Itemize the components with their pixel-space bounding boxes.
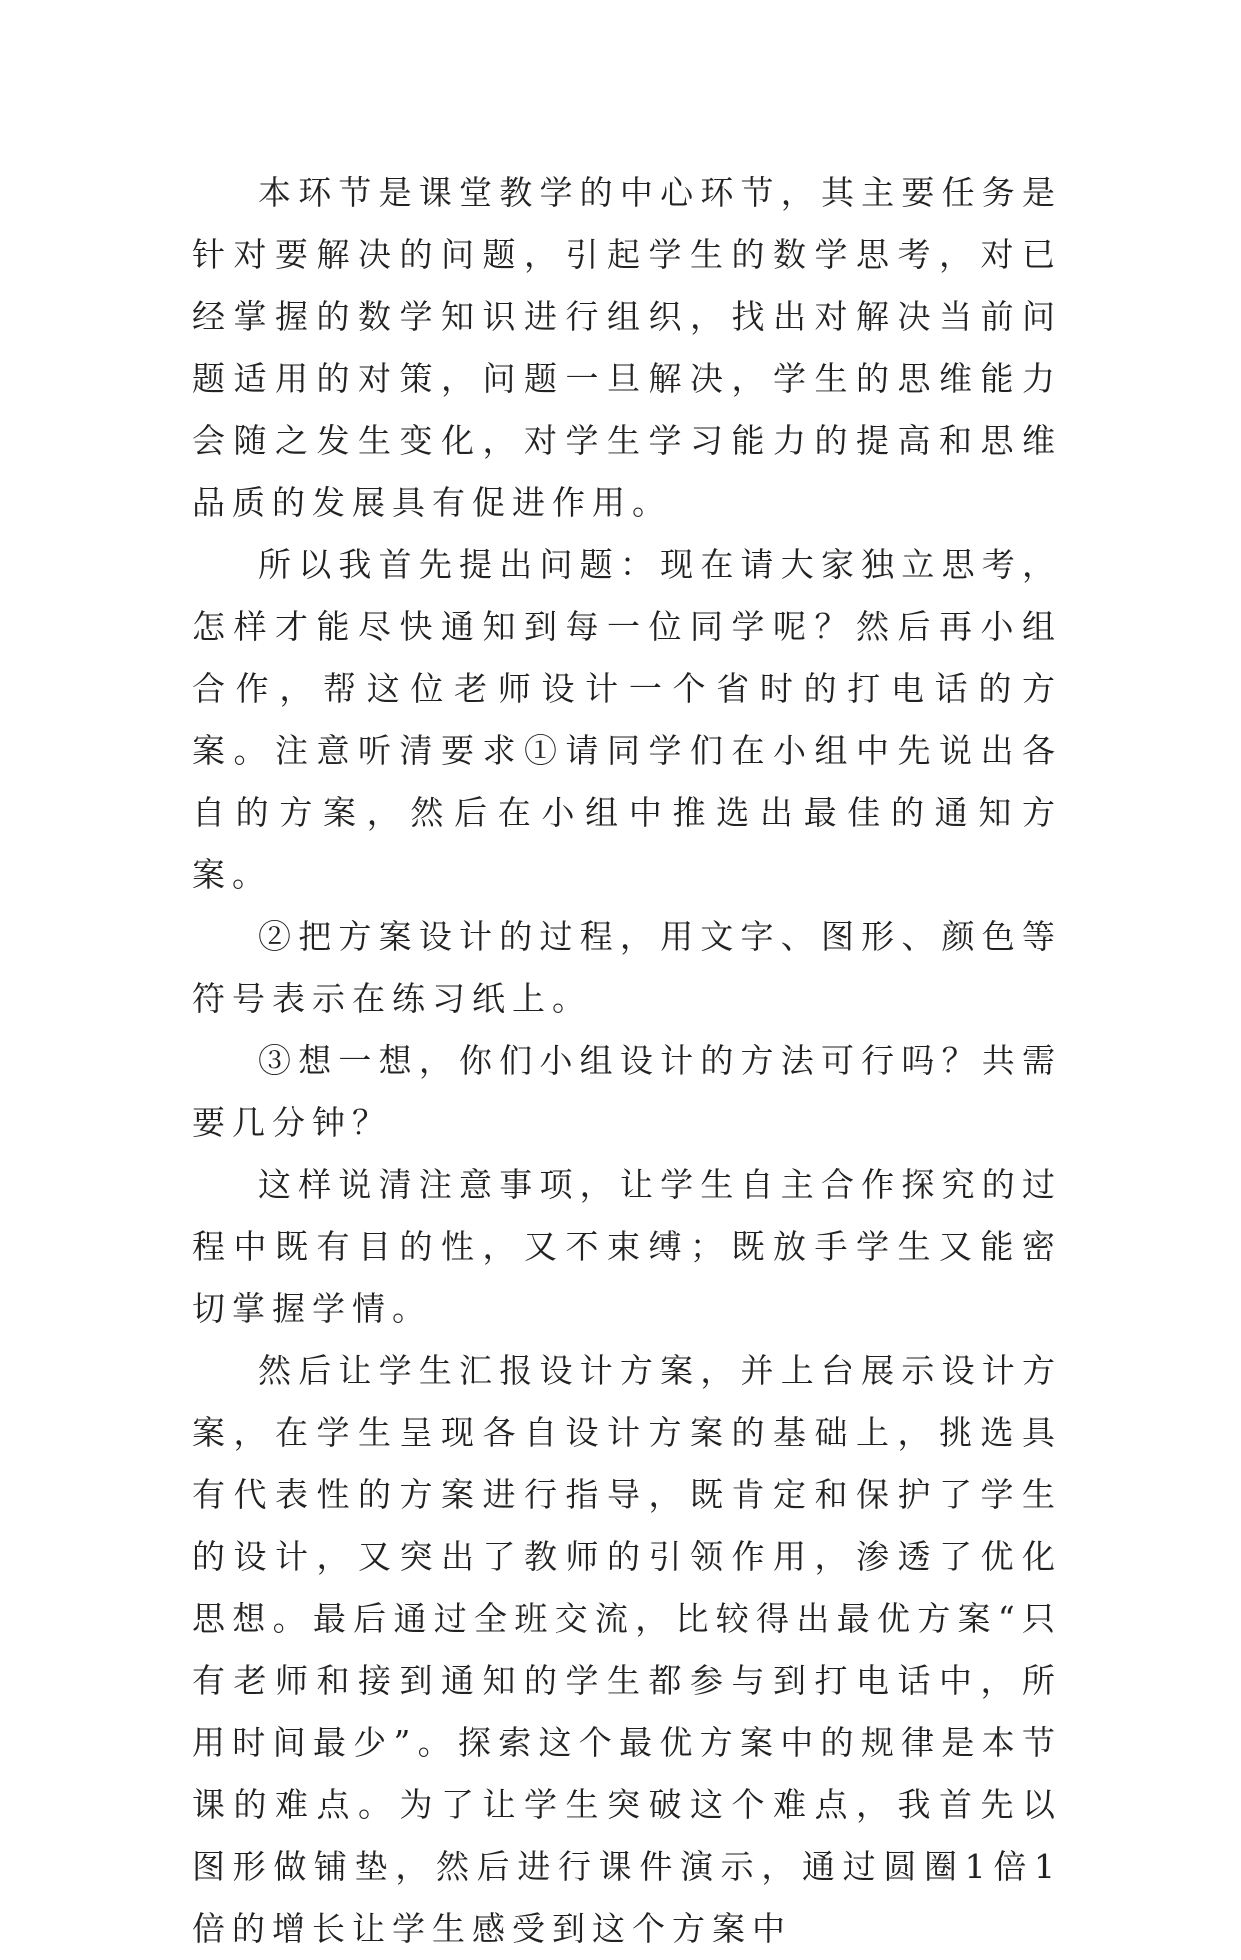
paragraph-3: ②把方案设计的过程，用文字、图形、颜色等符号表示在练习纸上。: [192, 917, 1062, 1018]
paragraph-6: 然后让学生汇报设计方案，并上台展示设计方案，在学生呈现各自设计方案的基础上，挑选具有代表性的方案进行指导，既肯定和保护了学生的设计，又突出了教师的引领作用，渗透了优化思想。最后通过全班交流，比较得出最优方案“只有老师和接到通知的学生都参与到打电话中，所用时间最少”。探索这个最优方案中的规律是本节课的难点。为了让学生突破这个难点，我首先以图形做铺垫，然后进行课件演示，通过圆圈1倍1倍的增长让学生感受到这个方案中: [192, 1351, 1062, 1948]
paragraph-1: 本环节是课堂教学的中心环节，其主要任务是针对要解决的问题，引起学生的数学思考，对已经掌握的数学知识进行组织，找出对解决当前问题适用的对策，问题一旦解决，学生的思维能力会随之发生变化，对学生学习能力的提高和思维品质的发展具有促进作用。: [192, 173, 1062, 522]
body-text: [192, 162, 1062, 1960]
paragraph-5: 这样说清注意事项，让学生自主合作探究的过程中既有目的性，又不束缚；既放手学生又能密切掌握学情。: [192, 1165, 1062, 1328]
paragraph-2: 所以我首先提出问题：现在请大家独立思考，怎样才能尽快通知到每一位同学呢？然后再小组合作，帮这位老师设计一个省时的打电话的方案。注意听清要求①请同学们在小组中先说出各自的方案，然后在小组中推选出最佳的通知方案。: [192, 545, 1062, 894]
paragraph-4: ③想一想，你们小组设计的方法可行吗？共需要几分钟？: [192, 1041, 1062, 1142]
